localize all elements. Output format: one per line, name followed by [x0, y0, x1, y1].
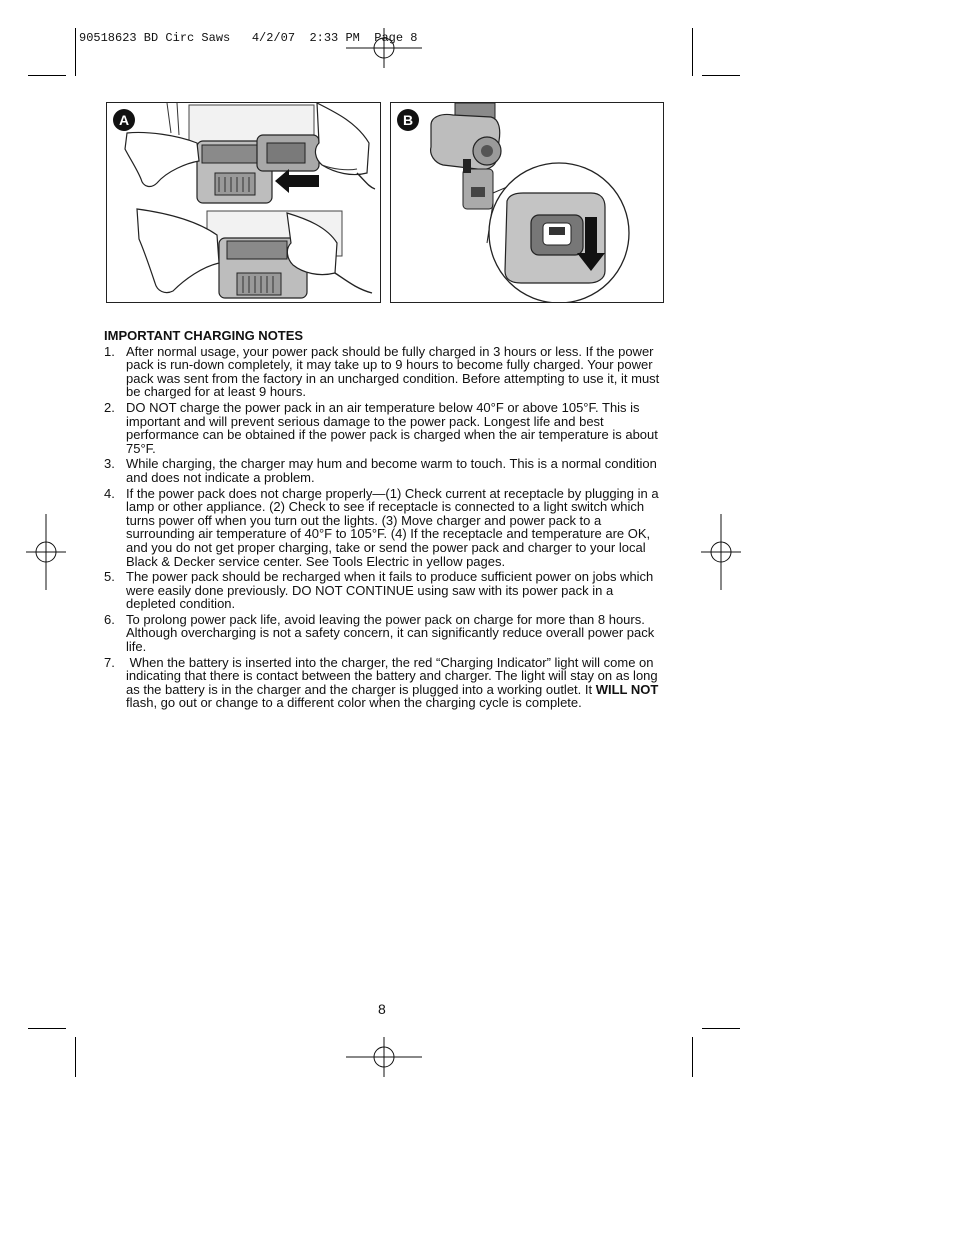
list-item	[104, 656, 664, 710]
list-item	[104, 613, 664, 654]
crop-mark	[692, 28, 693, 76]
list-item-number: 4.	[104, 485, 115, 501]
figure-b-label: B	[397, 109, 419, 131]
battery-release-illustration	[391, 103, 663, 302]
section-heading: IMPORTANT CHARGING NOTES	[104, 328, 304, 343]
list-item-number: 7.	[104, 654, 115, 670]
figure-a-label: A	[113, 109, 135, 131]
list-item	[104, 345, 664, 399]
list-item-number: 3.	[104, 456, 115, 472]
list-item-text: When the battery is inserted into the charger, the red “Charging Indicator” light will come on indicating that there is contact between the battery and charger. The light will stay on as long as the battery is in the charger and the charger is plugged into a working outlet. It	[126, 654, 662, 697]
registration-mark-bottom	[346, 1037, 422, 1077]
list-item	[104, 401, 664, 455]
page-number: 8	[378, 1001, 386, 1017]
list-item	[104, 457, 664, 484]
crop-mark	[28, 1028, 66, 1029]
list-item-text: After normal usage, your power pack should be fully charged in 3 hours or less. If the power pack is run-down completely, it may take up to 9 hours to become fully charged. Your power pack was sent from the factory in an uncharged condition. Before attempting to use it, it must be charged for at least 9 hours.	[126, 343, 660, 400]
list-item	[104, 570, 664, 611]
figure-b-illustration	[390, 102, 664, 303]
emphasis-will-not: WILL NOT	[595, 681, 659, 697]
list-item-text: DO NOT charge the power pack in an air temperature below 40°F or above 105°F. This is important and will prevent serious damage to the power pack. Longest life and best performance can be obtained if the power pack is charged when the air temperature is about 75°F.	[126, 399, 658, 456]
crop-mark	[702, 1028, 740, 1029]
crop-mark	[702, 75, 740, 76]
list-item-text-end: flash, go out or change to a different color when the charging cycle is complete.	[126, 695, 582, 711]
list-item-text: To prolong power pack life, avoid leaving the power pack on charge for more than 8 hours. Although overcharging is not a safety concern, it can significantly reduce overall power pack life.	[126, 611, 655, 655]
list-item-text: If the power pack does not charge properly—(1) Check current at receptacle by plugging in a lamp or other appliance. (2) Check to see if receptacle is connected to a light switch which turns power off when you turn out the lights. (3) Move charger and power pack to a surrounding air temperature of 40°F to 105°F. (4) If the receptacle and temperature are OK, and you do not get proper charging, take or send the power pack and charger to your local Black & Decker service center. See Tools Electric in yellow pages.	[126, 485, 659, 569]
list-item-text: The power pack should be recharged when it fails to produce sufficient power on jobs which were easily done previously. DO NOT CONTINUE using saw with its power pack in a depleted condition.	[126, 569, 654, 612]
charger-insertion-illustration	[107, 103, 380, 302]
list-item-number: 2.	[104, 399, 115, 415]
registration-mark-left	[26, 514, 66, 590]
printer-slug-line: 90518623 BD Circ Saws 4/2/07 2:33 PM Page 8	[79, 31, 418, 45]
list-item	[104, 487, 664, 569]
charging-notes-section	[104, 329, 664, 712]
list-item-number: 1.	[104, 343, 115, 359]
registration-mark-top	[346, 28, 422, 68]
crop-mark	[75, 28, 76, 76]
crop-mark	[692, 1037, 693, 1077]
crop-mark	[75, 1037, 76, 1077]
list-item-number: 5.	[104, 569, 115, 585]
crop-mark	[28, 75, 66, 76]
list-item-text: While charging, the charger may hum and become warm to touch. This is a normal condition and does not indicate a problem.	[126, 456, 657, 485]
charging-notes-list	[104, 345, 664, 710]
figure-a-illustration	[106, 102, 381, 303]
registration-mark-right	[701, 514, 741, 590]
list-item-number: 6.	[104, 611, 115, 627]
